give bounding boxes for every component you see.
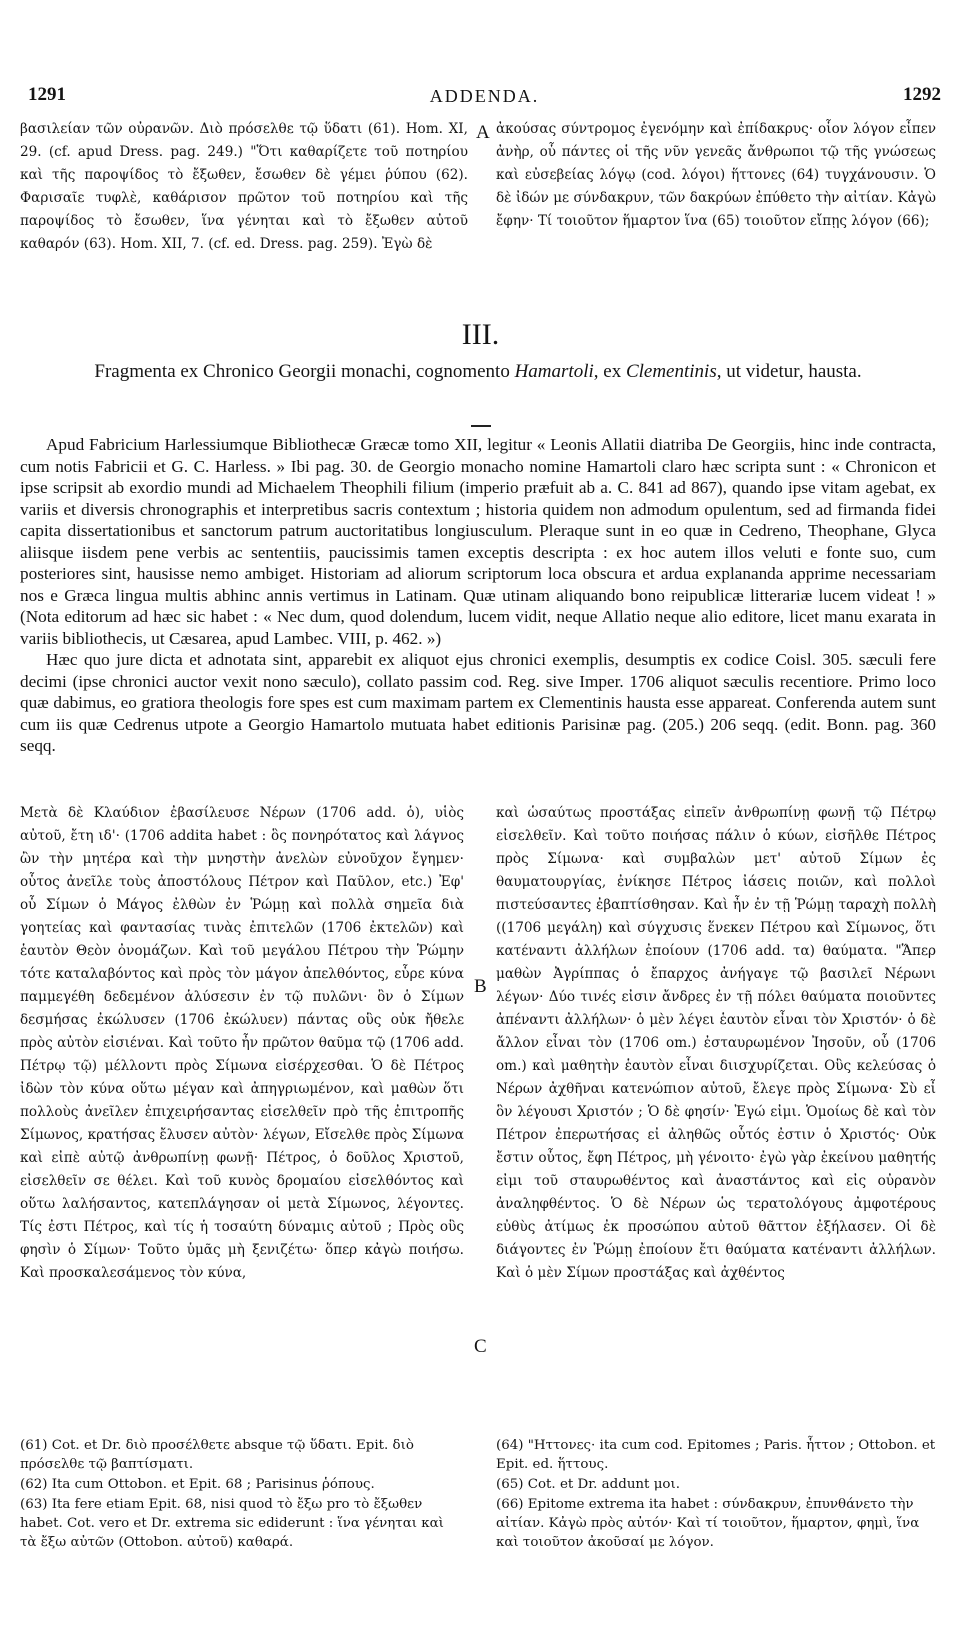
lower-left-column xyxy=(20,802,464,1285)
title-hamartoli: Hamartoli xyxy=(514,361,594,382)
footnote-64: (64) "Ηττονες· ita cum cod. Epitomes ; Paris. ἧττον ; Ottobon. et Epit. ed. ἥττους. xyxy=(496,1438,936,1472)
footnotes-right xyxy=(496,1436,936,1553)
section-marker-c: C xyxy=(474,1336,487,1357)
lower-right-text: καὶ ὡσαύτως προστάξας εἰπεῖν ἀνθρωπίνῃ φωνῇ τῷ Πέτρῳ εἰσελθεῖν. Καὶ τοῦτο ποιήσας πάλιν ὁ κύων, εἰσῆλθε Πέτρος πρὸς Σίμωνα· καὶ συμβαλὼν μετ' αὐτοῦ Σίμων ἐς θαυματουργίας, ἐνίκησε Πέτρος ἰάσεις ποιῶν, καὶ πολλοὶ πιστεύσαντες ἐβαπτίσθησαν. Καὶ ἦν ἐν τῇ Ῥώμῃ ταραχὴ πολλὴ ((1706 μεγάλη) καὶ σύγχυσις ἕνεκεν Πέτρου καὶ Σίμωνος, ὅτι κατέναντι ἀλλήλων ἐποίουν (1706 add. τα) θαύματα. "Ἅπερ μαθὼν Ἀγρίππας ὁ ἔπαρχος ἀνήγαγε τῷ βασιλεῖ Νέρωνι λέγων· Δύο τινές εἰσιν ἄνδρες ἐν τῇ πόλει θαύματα ποιοῦντες ἀπέναντι ἀλλήλων· ὁ μὲν λέγει ἑαυτὸν εἶναι τὸν Χριστόν· ὁ δὲ ἄλλον εἶναι τὸν (1706 om.) ἐσταυρωμένον Ἰησοῦν, οὗ (1706 om.) καὶ μαθητὴν ἑαυτὸν εἶναι διισχυρίζεται. Οὓς κελεύσας ὁ Νέρων ἀχθῆναι κατενώπιον αὐτοῦ, ἔλεγε πρὸς Σίμωνα· Σὺ εἶ ὃν λέγουσι Χριστόν ; Ὁ δὲ φησίν· Ἐγώ εἰμι. Ὁμοίως δὲ καὶ τὸν Πέτρον ἐπερωτήσας εἰ ἀληθῶς οὗτός ἐστιν ὁ Χριστός· Οὐκ ἔστιν οὗτος, ἔφη Πέτρος, μὴ γένοιτο· ἐγὼ γὰρ ἐκείνου μαθητής εἰμι τοῦ σταυρωθέντος καὶ ἀναστάντος καὶ εἰς οὐρανὸν ἀναληφθέντος. Ὁ δὲ Νέρων ὡς τερατολόγους ἀμφοτέρους εὐθὺς ἀτίμως ἐκ προσώπου αὐτοῦ θᾶττον ἐξήλασεν. Οἱ δὲ διάγοντες ἐν Ῥώμῃ ἐποίουν ἔτι θαύματα κατέναντι ἀλλήλων. Καὶ ὁ μὲν Σίμων προστάξας καὶ ἀχθέντος xyxy=(496,805,936,1281)
footnote-61: (61) Cot. et Dr. διὸ προσέλθετε absque τῷ ὕδατι. Epit. διὸ πρόσελθε τῷ βαπτίσματι. xyxy=(20,1438,414,1472)
section-marker-b: B xyxy=(474,976,487,997)
title-clementinis: Clementinis xyxy=(625,361,717,382)
footnote-65: (65) Cot. et Dr. addunt μοι. xyxy=(496,1477,680,1492)
footnote-62: (62) Ita cum Ottobon. et Epit. 68 ; Parisinus ῥόπους. xyxy=(20,1477,375,1492)
lower-right-column xyxy=(496,802,936,1285)
section-marker-a: A xyxy=(476,122,490,143)
latin-paragraph-1: Apud Fabricium Harlessiumque Bibliothecæ Græcæ tomo XII, legitur « Leonis Allatii diatriba De Georgiis, hinc inde contracta, cum notis Fabricii et G. C. Harless. » Ibi pag. 30. de Georgio monacho nomine Hamartoli claro hæc scripta sunt : « Chronicon et ipse scripsit ab exordio mundi ad Michaelem Theophili filium (imperio præfuit ab a. C. 841 ad 867), quando ipse vitam agebat, ex variis et diversis chronographis et interpretibus sacris contextum ; historia quidem non admodum opulentum, sed ad firmanda fidei capita dissertationibus et sanctorum patrum auctoritatibus longiusculum. Pleraque sunt in eo quæ in Cedreno, Theophane, Glyca aliisque iisdem pene verbis ac sententiis, paucissimis tamen exceptis descripta : ex hoc autem illos veluti e fonte suo, cum posteriores sint, hausisse nemo ambiget. Historiam ad aliorum scriptorum loca obscura et ardua explananda apprime necessariam nos e Græca lingua multis abhinc annis vertimus in Latinam. Quæ utinam aliquando bono reipublicæ litterariæ lucem videat ! » (Nota editorum ad hæc sic habet : « Nec dum, quod dolendum, lucem vidit, neque Allatio neque alio editore, licet manu exarata in variis bibliothecis, ut Cæsarea, apud Lambec. VIII, p. 462. ») xyxy=(20,435,936,648)
latin-introduction xyxy=(20,434,936,757)
section-title: Fragmenta ex Chronico Georgii monachi, cognomento Hamartoli, ex Clementinis, ut videtur, hausta. xyxy=(94,361,862,382)
latin-paragraph-2: Hæc quo jure dicta et adnotata sint, apparebit ex aliquot ejus chronici exemplis, desumptis ex codice Coisl. 305. sæculi fere decimi (ipse chronici auctor vexit nono sæculo), collato passim cod. Reg. sive Imper. 1706 aliquot sæculis recentiore. Primo loco quæ dabimus, eo gratiora theologis fore spes est cum maximam partem ex Clementinis hausta esse appareat. Conferenda autem sunt cum iis quæ Cedrenus utpote a Georgio Hamartolo mutuata habet editionis Parisinæ pag. (205.) 206 seqq. (edit. Bonn. pag. 360 seqq. xyxy=(20,650,936,755)
page-number-left: 1291 xyxy=(28,84,66,105)
footnote-63: (63) Ita fere etiam Epit. 68, nisi quod τὸ ἔξω pro τὸ ἔξωθεν habet. Cot. vero et Dr. extrema sic ediderunt : ἵνα γένηται καὶ τὰ ἔξω αὐτῶν (Ottobon. αὐτοῦ) καθαρά. xyxy=(20,1497,444,1550)
footnotes-left xyxy=(20,1436,464,1553)
footnote-66: (66) Epitome extrema ita habet : σύνδακρυν, ἐπυνθάνετο τὴν αἰτίαν. Κἀγὼ πρὸς αὐτόν· Καὶ τί τοιοῦτον, ἥμαρτον, φημὶ, ἵνα καὶ τοιοῦτον ἀκοῦσαί με λόγον. xyxy=(496,1497,920,1550)
section-rule xyxy=(471,425,491,427)
top-left-text: βασιλείαν τῶν οὐρανῶν. Διὸ πρόσελθε τῷ ὕδατι (61). Hom. XI, 29. (cf. apud Dress. pag. 249.) "Ὅτι καθαρίζετε τοῦ ποτηρίου καὶ τῆς παροψίδος τὸ ἔξωθεν, ἔσωθεν δὲ γέμει ῥύπου (62). Φαρισαῖε τυφλὲ, καθάρισον πρῶτον τοῦ ποτηρίου καὶ τῆς παροψίδος τὸ ἔσωθεν, ἵνα γένηται καὶ τὸ ἔξωθεν αὐτοῦ καθαρόν (63). Hom. XII, 7. (cf. ed. Dress. pag. 259). Ἐγὼ δὲ xyxy=(20,121,468,252)
running-title: ADDENDA. xyxy=(429,86,540,106)
running-header xyxy=(28,84,941,114)
top-left-column xyxy=(20,118,468,256)
page-number-right: 1292 xyxy=(903,84,941,105)
lower-left-text: Μετὰ δὲ Κλαύδιον ἐβασίλευσε Νέρων (1706 add. ὁ), υἱὸς αὐτοῦ, ἔτη ιδ'· (1706 addita habet : ὃς πονηρότατος καὶ λάγνος ὢν τὴν μητέρα καὶ τὴν μνηστὴν ἀνελὼν εὐνοῦχον ἔγημεν· οὗτος ἀνεῖλε τοὺς ἀποστόλους Πέτρον καὶ Παῦλον, etc.) Ἐφ' οὗ Σίμων ὁ Μάγος ἐλθὼν ἐν Ῥώμῃ καὶ πολλὰ σημεῖα διὰ γοητείας καὶ φαντασίας τινὰς ἐπιτελῶν (1706 ἐκτελῶν) καὶ ἑαυτὸν Θεὸν ὀνομάζων. Καὶ τοῦ μεγάλου Πέτρου τὴν Ῥώμην τότε καταλαβόντος καὶ πρὸς τὸν μάγον ἀπελθόντος, εὗρε κύνα παμμεγέθη δεδεμένον ἁλύσεσιν ἐν τῷ πυλῶνι· ὃν ὁ Σίμων δεσμήσας ἐκώλυσεν (1706 ἐκώλυεν) πάντας οὓς οὐκ ἤθελε πρὸς αὐτὸν εἰσιέναι. Καὶ τοῦτο ἦν πρῶτον θαῦμα τῷ (1706 add. Πέτρῳ τῷ) μέλλοντι πρὸς Σίμωνα εἰσέρχεσθαι. Ὁ δὲ Πέτρος ἰδὼν τὸν κύνα οὕτω μέγαν καὶ ἀπηγριωμένον, καὶ μαθὼν ὅτι πολλοὺς ἀνεῖλεν ἐπιχειρήσαντας εἰσελθεῖν πρὸ τῆς ἐπιτροπῆς Σίμωνος, κρατήσας ἔλυσεν αὐτὸν· λέγων, Εἴσελθε πρὸς Σίμωνα καὶ εἰπὲ αὐτῷ ἀνθρωπίνῃ φωνῇ· Πέτρος, ὁ δοῦλος Χριστοῦ, εἰσελθεῖν σε θέλει. Καὶ τοῦ κυνὸς δρομαίου εἰσελθόντος καὶ οὕτω λαλήσαντος, κατεπλάγησαν οἱ μετὰ Σίμωνος, λέγοντες. Τίς ἐστι Πέτρος, καὶ τίς ἡ τοσαύτη δύναμις αὐτοῦ ; Πρὸς οὓς φησὶν ὁ Σίμων· Τοῦτο ὑμᾶς μὴ ξενιζέτω· ὅπερ κἀγὼ ποιήσω. Καὶ προσκαλεσάμενος τὸν κύνα, xyxy=(20,805,464,1281)
section-number: III. xyxy=(461,318,500,351)
top-right-column xyxy=(496,118,936,233)
top-right-text: ἀκούσας σύντρομος ἐγενόμην καὶ ἐπίδακρυς· οἷον λόγον εἶπεν ἀνὴρ, οὗ πάντες οἱ τῆς νῦν γενεᾶς ἄνθρωποι τῷ τῆς γνώσεως καὶ εὐσεβείας λόγῳ (cod. λόγοι) ἥττονες (64) τυγχάνουσιν. Ὁ δὲ ἰδών με σύνδακρυν, τῶν δακρύων ἐπύθετο τὴν αἰτίαν. Κἀγὼ ἔφην· Τί τοιοῦτον ἥμαρτον ἵνα (65) τοιοῦτον εἴπῃς λόγον (66); xyxy=(496,121,936,229)
